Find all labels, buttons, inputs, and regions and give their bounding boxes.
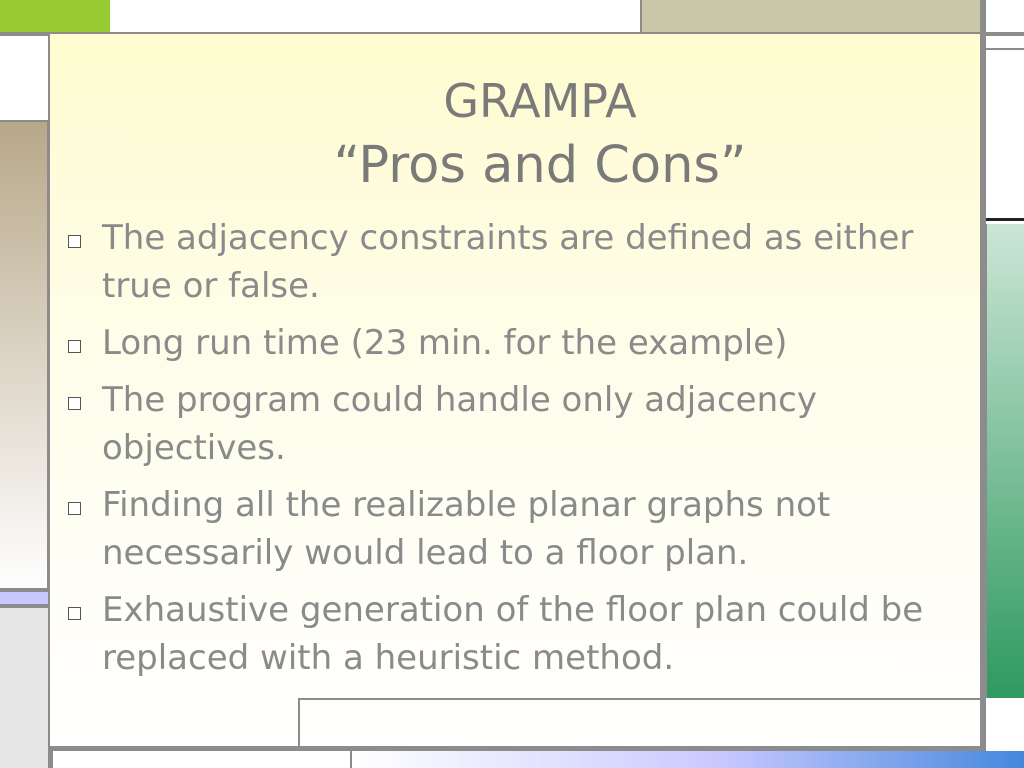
bullet-item — [64, 319, 964, 367]
periwinkle-block — [0, 592, 48, 604]
bullet-item — [64, 586, 964, 682]
square-bullet-icon — [68, 340, 81, 353]
bullet-text: Exhaustive generation of the floor plan could be replaced with a heuristic method. — [102, 590, 924, 678]
slide-subtitle: “Pros and Cons” — [333, 136, 747, 195]
slide-title: GRAMPA — [443, 74, 637, 128]
bullet-item — [64, 481, 964, 577]
light-gray-block — [0, 608, 48, 768]
tan-gradient-block — [0, 120, 48, 590]
square-bullet-icon — [68, 607, 81, 620]
square-bullet-icon — [68, 397, 81, 410]
lime-block — [0, 0, 110, 32]
bottom-outline-box — [298, 698, 980, 750]
right-black-line — [986, 218, 1024, 221]
bullet-text: The adjacency constraints are defined as either true or false. — [102, 218, 914, 306]
bullet-text: Finding all the realizable planar graphs not necessarily would lead to a floor plan. — [102, 485, 831, 573]
bottom-gradient-bar — [350, 751, 1024, 768]
square-bullet-icon — [68, 235, 81, 248]
bullet-text: Long run time (23 min. for the example) — [102, 323, 788, 363]
bullet-text: The program could handle only adjacency objectives. — [102, 380, 817, 468]
bullet-item — [64, 214, 964, 310]
green-gradient-block — [986, 224, 1024, 698]
khaki-block — [640, 0, 980, 32]
square-bullet-icon — [68, 502, 81, 515]
bullet-item — [64, 376, 964, 472]
bullet-list — [64, 214, 964, 691]
